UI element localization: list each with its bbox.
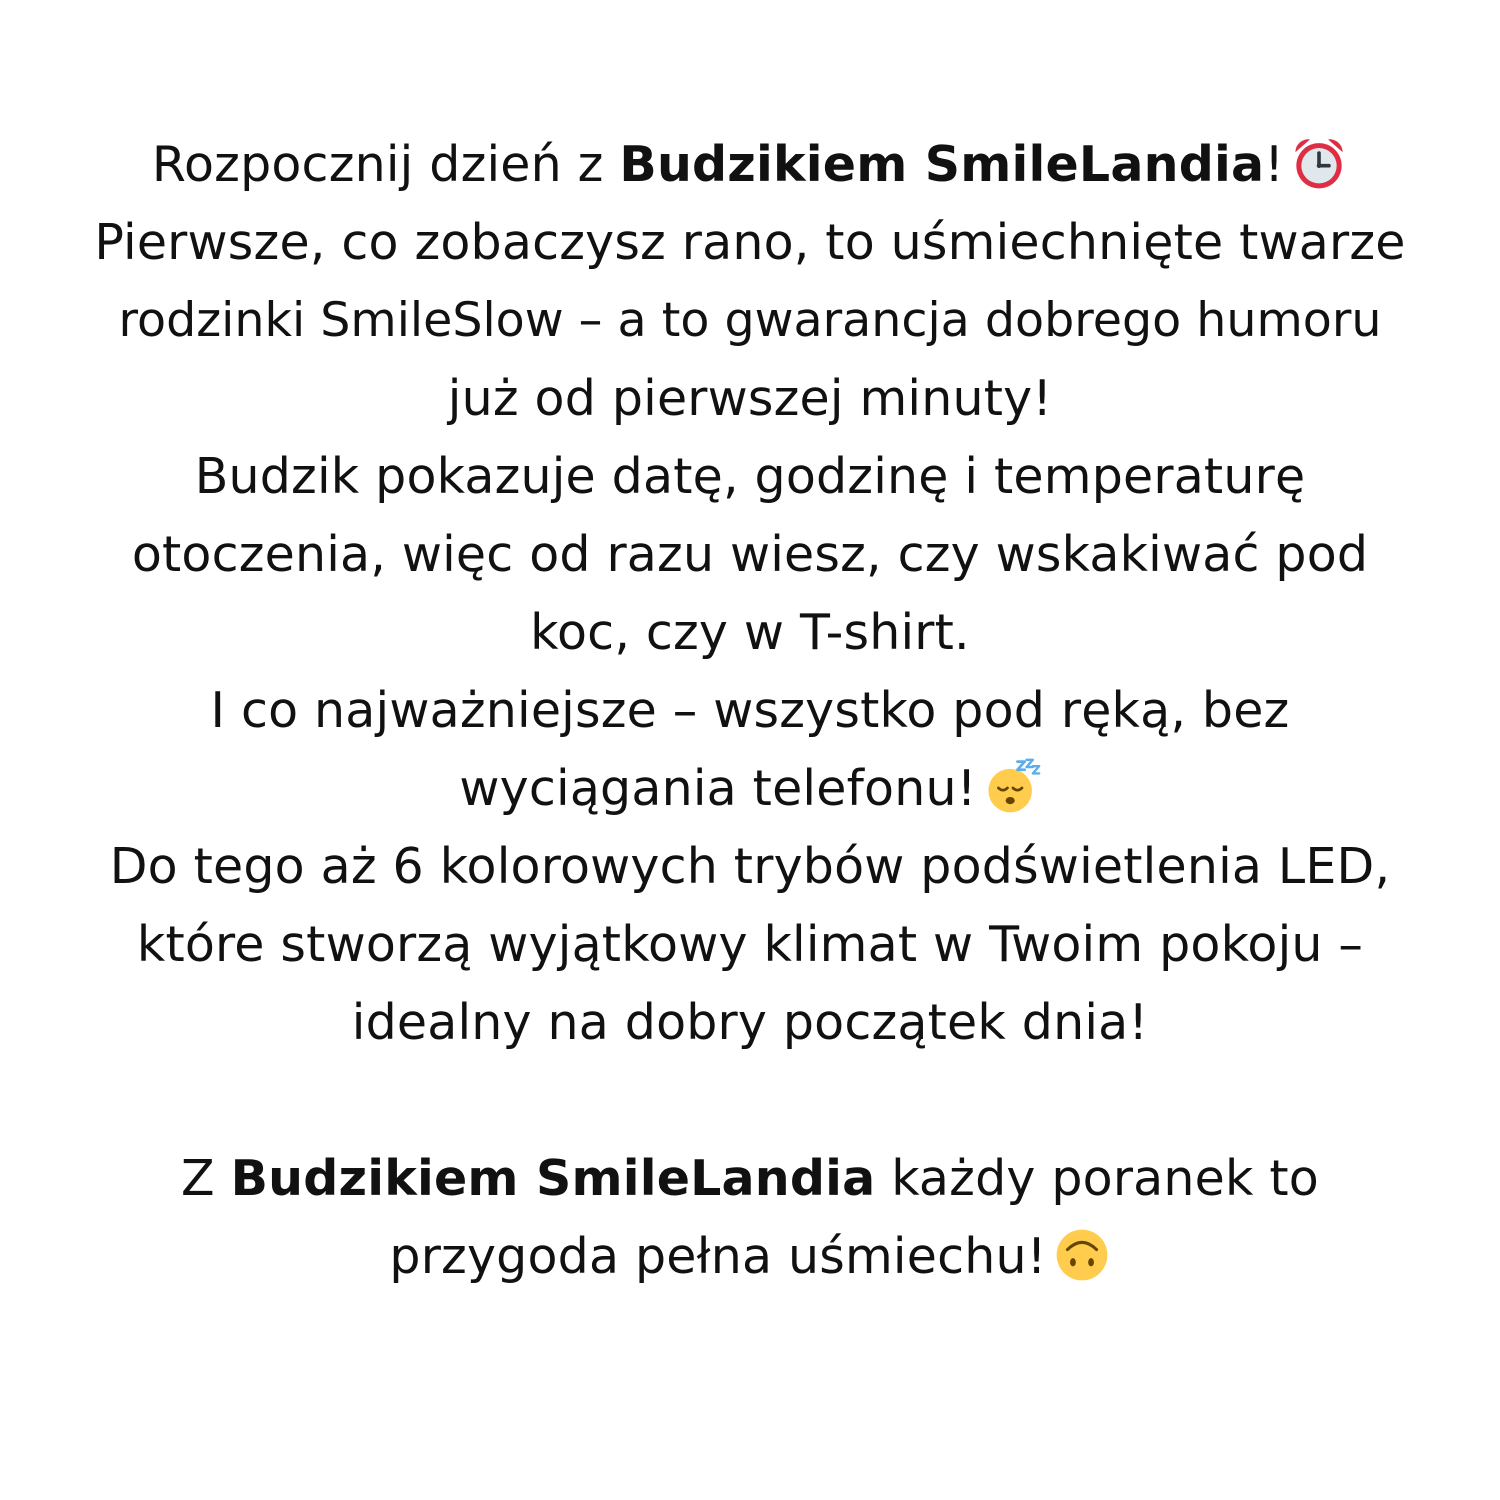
- body-line-with-emoji: [0, 1218, 1500, 1296]
- paragraph-gap: [0, 1062, 1500, 1140]
- body-line: koc, czy w T-shirt.: [530, 604, 970, 661]
- body-line: otoczenia, więc od razu wiesz, czy wskakiwać pod: [131, 526, 1369, 583]
- intro-text: Rozpocznij dzień z: [151, 136, 620, 193]
- body-line: już od pierwszej minuty!: [447, 370, 1053, 427]
- closing-line: [0, 1140, 1500, 1218]
- body-line: I co najważniejsze – wszystko pod ręką, bez: [210, 682, 1290, 739]
- body-line: Pierwsze, co zobaczysz rano, to uśmiechnięte twarze: [94, 214, 1406, 271]
- upside-down-face-icon: [1053, 1226, 1111, 1284]
- intro-exclamation: !: [1264, 136, 1285, 193]
- body-line: rodzinki SmileSlow – a to gwarancja dobrego humoru: [118, 293, 1382, 348]
- brand-name: Budzikiem SmileLandia: [619, 136, 1265, 193]
- intro-line: [0, 126, 1500, 204]
- body-line: idealny na dobry początek dnia!: [351, 994, 1149, 1051]
- closing-text: każdy poranek to: [875, 1150, 1319, 1207]
- body-text: wyciągania telefonu!: [459, 760, 977, 817]
- brand-name: Budzikiem SmileLandia: [230, 1150, 876, 1207]
- body-line: Budzik pokazuje datę, godzinę i temperaturę: [194, 448, 1306, 505]
- sleeping-face-icon: [983, 758, 1041, 816]
- body-line: które stworzą wyjątkowy klimat w Twoim pokoju –: [136, 916, 1364, 973]
- promo-text: [0, 126, 1500, 1296]
- body-line-with-emoji: [0, 750, 1500, 828]
- closing-text: Z: [181, 1150, 231, 1207]
- body-text: przygoda pełna uśmiechu!: [389, 1228, 1047, 1285]
- body-line: Do tego aż 6 kolorowych trybów podświetlenia LED,: [109, 838, 1391, 895]
- alarm-clock-icon: [1290, 134, 1348, 192]
